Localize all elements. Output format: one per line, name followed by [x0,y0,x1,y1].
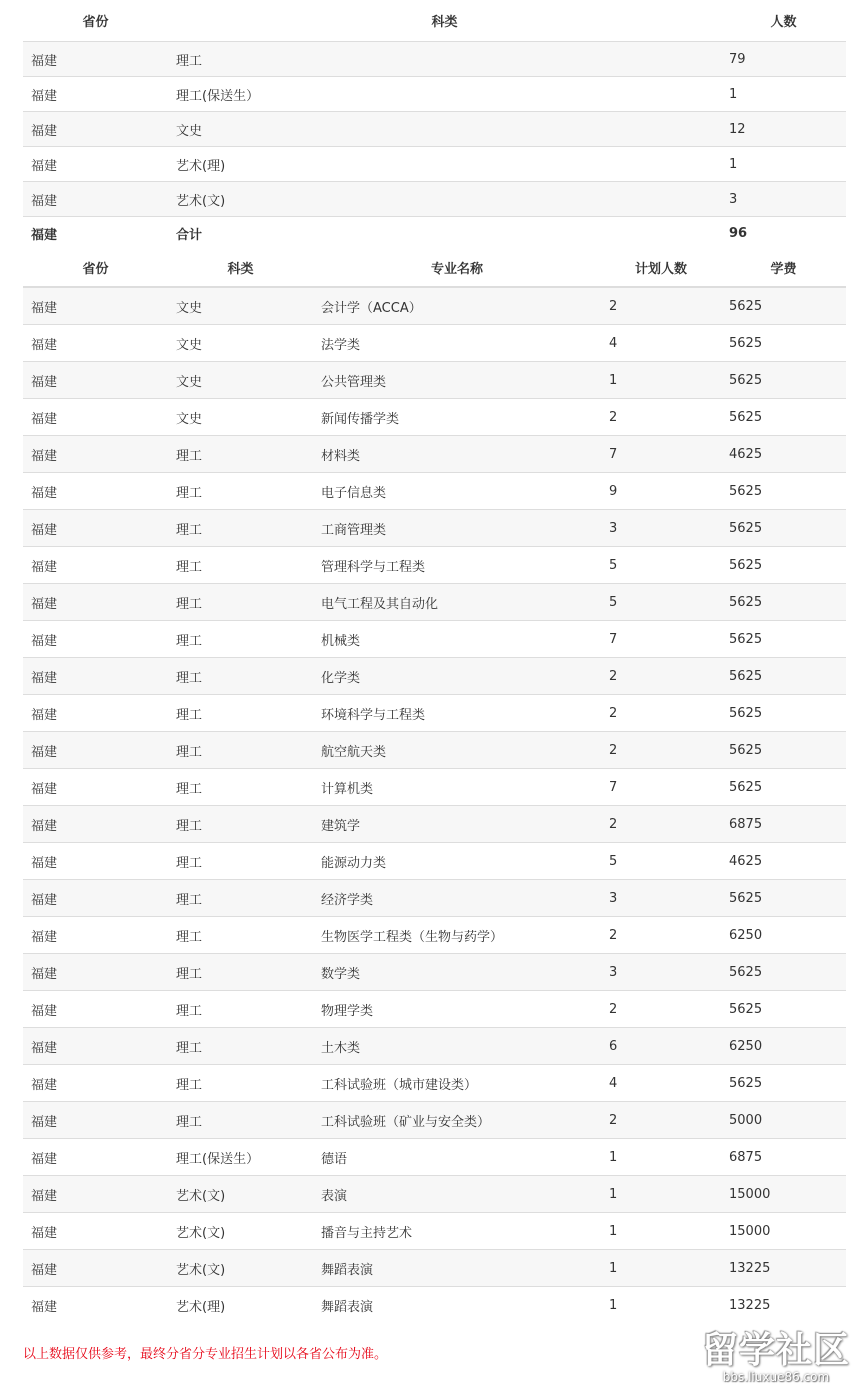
cell-province: 福建 [23,1065,168,1102]
cell-province: 福建 [23,182,168,217]
cell-category: 艺术(理) [168,147,721,182]
table-row [23,325,846,362]
header-major: 专业名称 [313,249,601,287]
table-row [23,658,846,695]
cell-tuition: 5000 [721,1102,846,1139]
cell-province: 福建 [23,287,168,325]
cell-province: 福建 [23,880,168,917]
cell-province: 福建 [23,1102,168,1139]
content-area [23,0,846,1323]
cell-major: 法学类 [313,325,601,362]
cell-tuition: 5625 [721,695,846,732]
cell-category: 理工 [168,1065,313,1102]
cell-major: 播音与主持艺术 [313,1213,601,1250]
cell-province: 福建 [23,362,168,399]
table-row [23,1065,846,1102]
cell-category: 艺术(文) [168,1213,313,1250]
cell-province: 福建 [23,325,168,362]
cell-tuition: 4625 [721,436,846,473]
cell-major: 航空航天类 [313,732,601,769]
cell-count: 79 [721,42,846,77]
cell-plan-count: 2 [601,917,721,954]
cell-plan-count: 1 [601,1287,721,1324]
cell-category: 理工 [168,658,313,695]
cell-province: 福建 [23,510,168,547]
cell-count: 96 [721,217,846,250]
summary-table-header [23,0,846,42]
cell-plan-count: 2 [601,399,721,436]
cell-major: 新闻传播学类 [313,399,601,436]
header-province: 省份 [23,249,168,287]
cell-major: 公共管理类 [313,362,601,399]
cell-tuition: 5625 [721,287,846,325]
cell-plan-count: 4 [601,325,721,362]
table-row [23,1213,846,1250]
cell-category: 理工 [168,843,313,880]
cell-tuition: 6875 [721,806,846,843]
table-row [23,362,846,399]
cell-category: 理工 [168,42,721,77]
cell-plan-count: 7 [601,769,721,806]
table-row [23,954,846,991]
cell-plan-count: 1 [601,1139,721,1176]
cell-category: 理工 [168,917,313,954]
cell-plan-count: 3 [601,510,721,547]
table-row [23,806,846,843]
table-row [23,695,846,732]
table-row [23,473,846,510]
cell-category: 文史 [168,287,313,325]
plan-table-body [23,287,846,1323]
cell-plan-count: 2 [601,287,721,325]
cell-category: 文史 [168,112,721,147]
cell-category: 理工 [168,880,313,917]
cell-tuition: 15000 [721,1176,846,1213]
cell-province: 福建 [23,147,168,182]
cell-tuition: 5625 [721,362,846,399]
cell-category: 理工(保送生） [168,77,721,112]
cell-province: 福建 [23,658,168,695]
summary-table [23,0,846,249]
table-row [23,147,846,182]
cell-major: 生物医学工程类（生物与药学） [313,917,601,954]
cell-province: 福建 [23,732,168,769]
table-row [23,843,846,880]
cell-major: 会计学（ACCA） [313,287,601,325]
cell-plan-count: 2 [601,695,721,732]
table-row [23,769,846,806]
table-row [23,1287,846,1324]
cell-tuition: 5625 [721,473,846,510]
cell-plan-count: 1 [601,362,721,399]
cell-tuition: 6250 [721,917,846,954]
cell-province: 福建 [23,399,168,436]
cell-category: 理工 [168,769,313,806]
table-row [23,399,846,436]
cell-major: 物理学类 [313,991,601,1028]
cell-category: 理工 [168,1028,313,1065]
cell-tuition: 5625 [721,954,846,991]
cell-plan-count: 5 [601,843,721,880]
cell-category: 理工 [168,806,313,843]
cell-plan-count: 2 [601,806,721,843]
cell-tuition: 6250 [721,1028,846,1065]
watermark-url: bbs.liuxue86.com [722,1370,830,1384]
cell-plan-count: 2 [601,658,721,695]
cell-major: 机械类 [313,621,601,658]
cell-tuition: 5625 [721,547,846,584]
table-row [23,1028,846,1065]
cell-tuition: 5625 [721,621,846,658]
table-row [23,436,846,473]
cell-province: 福建 [23,217,168,250]
cell-plan-count: 5 [601,584,721,621]
table-row [23,584,846,621]
cell-province: 福建 [23,991,168,1028]
cell-category: 理工 [168,547,313,584]
cell-major: 工商管理类 [313,510,601,547]
cell-category: 理工 [168,1102,313,1139]
cell-category: 理工 [168,695,313,732]
cell-major: 环境科学与工程类 [313,695,601,732]
header-category: 科类 [168,249,313,287]
cell-province: 福建 [23,112,168,147]
cell-major: 舞蹈表演 [313,1287,601,1324]
table-row [23,991,846,1028]
table-row [23,917,846,954]
cell-tuition: 13225 [721,1250,846,1287]
table-row [23,1102,846,1139]
cell-count: 12 [721,112,846,147]
cell-plan-count: 9 [601,473,721,510]
cell-plan-count: 4 [601,1065,721,1102]
cell-province: 福建 [23,1139,168,1176]
cell-category: 理工(保送生） [168,1139,313,1176]
cell-tuition: 13225 [721,1287,846,1324]
disclaimer-note: 以上数据仅供参考，最终分省分专业招生计划以各省公布为准。 [23,1347,388,1362]
cell-province: 福建 [23,77,168,112]
cell-province: 福建 [23,1287,168,1324]
cell-category: 艺术(文) [168,1176,313,1213]
cell-plan-count: 3 [601,954,721,991]
table-row [23,1250,846,1287]
cell-tuition: 15000 [721,1213,846,1250]
cell-category: 理工 [168,954,313,991]
table-row [23,547,846,584]
cell-province: 福建 [23,436,168,473]
cell-plan-count: 6 [601,1028,721,1065]
cell-category: 理工 [168,621,313,658]
header-province: 省份 [82,15,109,30]
cell-tuition: 5625 [721,880,846,917]
cell-province: 福建 [23,1250,168,1287]
cell-tuition: 5625 [721,991,846,1028]
cell-tuition: 5625 [721,732,846,769]
table-row [23,287,846,325]
cell-plan-count: 3 [601,880,721,917]
watermark-title: 留学社区 [701,1330,850,1371]
cell-plan-count: 2 [601,991,721,1028]
cell-category: 艺术(文) [168,182,721,217]
cell-province: 福建 [23,917,168,954]
cell-major: 化学类 [313,658,601,695]
cell-province: 福建 [23,1028,168,1065]
cell-count: 3 [721,182,846,217]
cell-category: 文史 [168,399,313,436]
cell-province: 福建 [23,1176,168,1213]
cell-major: 材料类 [313,436,601,473]
table-row [23,1176,846,1213]
cell-plan-count: 2 [601,1102,721,1139]
cell-category: 理工 [168,436,313,473]
cell-plan-count: 5 [601,547,721,584]
header-category: 科类 [431,15,458,30]
table-row [23,182,846,217]
table-row [23,510,846,547]
cell-category: 理工 [168,991,313,1028]
cell-category: 理工 [168,510,313,547]
cell-plan-count: 1 [601,1213,721,1250]
cell-major: 表演 [313,1176,601,1213]
cell-major: 舞蹈表演 [313,1250,601,1287]
cell-major: 计算机类 [313,769,601,806]
cell-major: 电子信息类 [313,473,601,510]
plan-table-header [23,249,846,287]
cell-category: 理工 [168,473,313,510]
cell-count: 1 [721,77,846,112]
header-tuition: 学费 [721,249,846,287]
cell-major: 建筑学 [313,806,601,843]
cell-category: 理工 [168,732,313,769]
cell-category: 艺术(理) [168,1287,313,1324]
total-row [23,217,846,250]
cell-category: 文史 [168,325,313,362]
cell-province: 福建 [23,695,168,732]
cell-category: 艺术(文) [168,1250,313,1287]
cell-plan-count: 1 [601,1176,721,1213]
cell-major: 数学类 [313,954,601,991]
cell-plan-count: 7 [601,436,721,473]
cell-province: 福建 [23,769,168,806]
cell-province: 福建 [23,547,168,584]
cell-major: 能源动力类 [313,843,601,880]
table-row [23,77,846,112]
cell-category: 合计 [168,217,721,250]
cell-tuition: 4625 [721,843,846,880]
cell-tuition: 5625 [721,399,846,436]
cell-plan-count: 1 [601,1250,721,1287]
cell-major: 电气工程及其自动化 [313,584,601,621]
cell-major: 德语 [313,1139,601,1176]
cell-province: 福建 [23,42,168,77]
cell-major: 土木类 [313,1028,601,1065]
cell-province: 福建 [23,473,168,510]
cell-province: 福建 [23,954,168,991]
cell-tuition: 5625 [721,584,846,621]
cell-tuition: 5625 [721,1065,846,1102]
watermark-logo [700,1322,852,1392]
cell-province: 福建 [23,1213,168,1250]
table-row [23,880,846,917]
table-row [23,621,846,658]
cell-major: 管理科学与工程类 [313,547,601,584]
cell-plan-count: 2 [601,732,721,769]
cell-tuition: 5625 [721,325,846,362]
cell-count: 1 [721,147,846,182]
cell-category: 文史 [168,362,313,399]
cell-plan-count: 7 [601,621,721,658]
cell-tuition: 5625 [721,658,846,695]
plan-table [23,249,846,1323]
header-count: 人数 [770,15,797,30]
cell-tuition: 6875 [721,1139,846,1176]
cell-major: 经济学类 [313,880,601,917]
cell-tuition: 5625 [721,510,846,547]
summary-table-body [23,42,846,250]
table-row [23,42,846,77]
table-row [23,112,846,147]
table-row [23,1139,846,1176]
table-row [23,732,846,769]
cell-province: 福建 [23,806,168,843]
cell-major: 工科试验班（城市建设类） [313,1065,601,1102]
cell-tuition: 5625 [721,769,846,806]
header-plan-count: 计划人数 [601,249,721,287]
cell-category: 理工 [168,584,313,621]
cell-province: 福建 [23,584,168,621]
cell-province: 福建 [23,843,168,880]
cell-province: 福建 [23,621,168,658]
cell-major: 工科试验班（矿业与安全类） [313,1102,601,1139]
